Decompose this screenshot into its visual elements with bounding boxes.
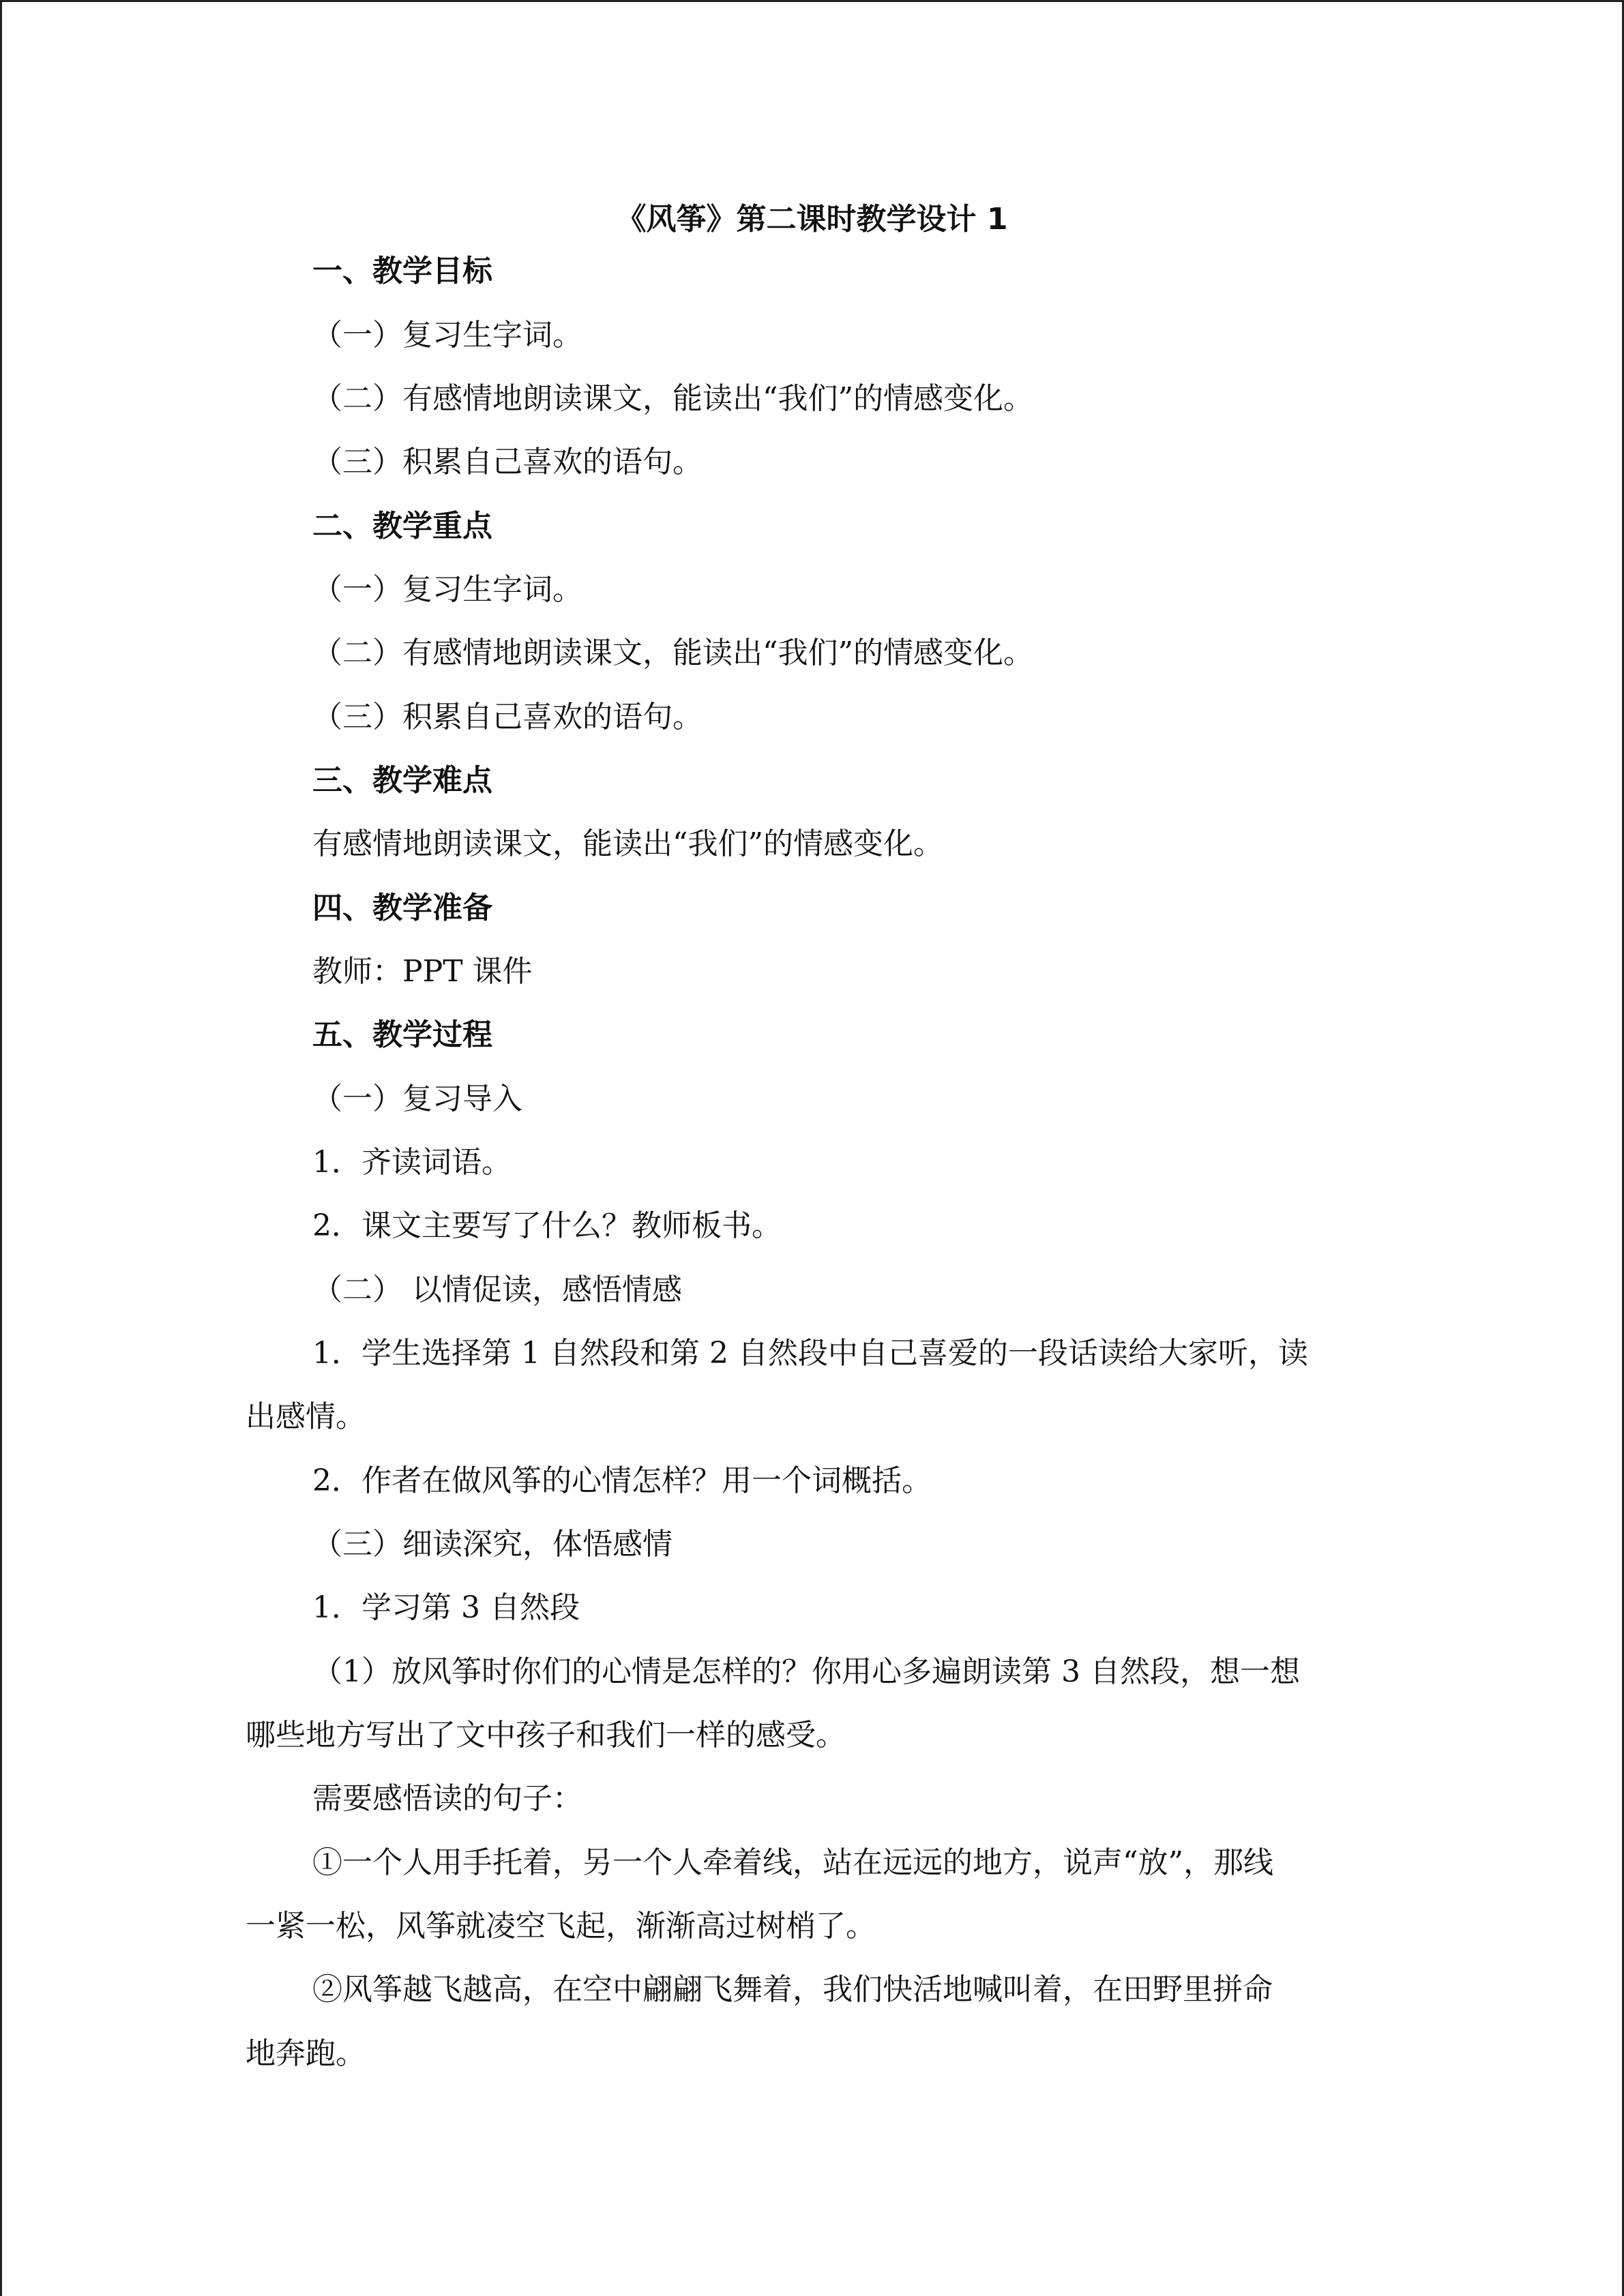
key-point-item: （三）积累自己喜欢的语句。 xyxy=(312,700,703,734)
key-point-item: （一）复习生字词。 xyxy=(312,572,582,607)
process-question: （1）放风筝时你们的心情是怎样的？你用心多遍朗读第 3 自然段，想一想 xyxy=(312,1654,1300,1689)
section-heading-difficulties: 三、教学难点 xyxy=(312,763,492,798)
objective-item: （二）有感情地朗读课文，能读出“我们”的情感变化。 xyxy=(312,381,1033,416)
objective-item: （三）积累自己喜欢的语句。 xyxy=(312,445,703,479)
key-point-item: （二）有感情地朗读课文，能读出“我们”的情感变化。 xyxy=(312,636,1033,670)
quoted-sentence: ①一个人用手托着，另一个人牵着线，站在远远的地方，说声“放”，那线 xyxy=(312,1845,1273,1880)
document-title: 《风筝》第二课时教学设计 1 xyxy=(616,202,1008,237)
quoted-sentence: ②风筝越飞越高，在空中翩翩飞舞着，我们快活地喊叫着，在田野里拼命 xyxy=(312,1972,1273,2007)
process-step-continuation: 出感情。 xyxy=(246,1399,366,1434)
sentences-intro: 需要感悟读的句子： xyxy=(312,1781,582,1816)
process-subheading: （三）细读深究，体悟感情 xyxy=(312,1527,673,1562)
process-step: 2．作者在做风筝的心情怎样？用一个词概括。 xyxy=(312,1463,932,1498)
objective-item: （一）复习生字词。 xyxy=(312,318,582,353)
process-step: 1．学习第 3 自然段 xyxy=(312,1590,580,1625)
quoted-sentence-continuation: 一紧一松，风筝就凌空飞起，渐渐高过树梢了。 xyxy=(246,1909,876,1943)
section-heading-process: 五、教学过程 xyxy=(312,1017,492,1052)
process-question-continuation: 哪些地方写出了文中孩子和我们一样的感受。 xyxy=(246,1718,846,1753)
preparation-text: 教师：PPT 课件 xyxy=(312,954,533,989)
section-heading-key-points: 二、教学重点 xyxy=(312,509,492,543)
process-step: 2．课文主要写了什么？教师板书。 xyxy=(312,1208,782,1243)
quoted-sentence-continuation: 地奔跑。 xyxy=(246,2036,366,2071)
process-subheading: （一）复习导入 xyxy=(312,1082,522,1116)
process-step: 1．齐读词语。 xyxy=(312,1145,512,1180)
section-heading-objectives: 一、教学目标 xyxy=(312,254,492,288)
process-subheading: （二） 以情促读，感悟情感 xyxy=(312,1272,682,1307)
process-step: 1．学生选择第 1 自然段和第 2 自然段中自己喜爱的一段话读给大家听，读 xyxy=(312,1336,1308,1371)
section-heading-preparation: 四、教学准备 xyxy=(312,891,492,925)
difficulty-text: 有感情地朗读课文，能读出“我们”的情感变化。 xyxy=(312,826,943,861)
